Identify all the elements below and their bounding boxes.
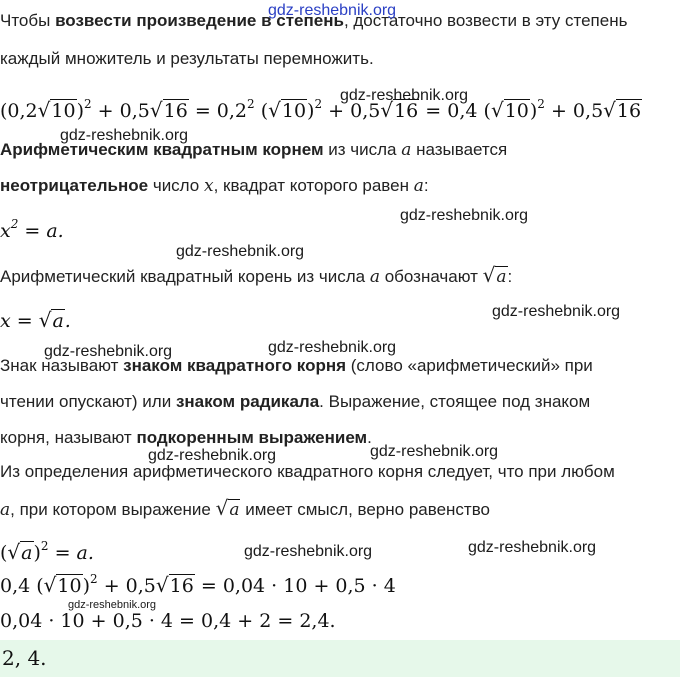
consequence-text: имеет смысл, верно равенство [240,500,491,519]
radical: √a [215,496,240,520]
exponent: 2 [537,97,545,111]
formula-part: ) [307,100,315,122]
radical: √10 [37,98,76,122]
radicand: 10 [281,100,307,122]
exponent: 2 [10,217,19,231]
watermark: gdz-reshebnik.org [468,539,597,556]
radical: √16 [603,98,642,122]
variable-a: a [369,267,380,287]
definition-line-2 [0,175,429,197]
definition-text: : [423,176,429,195]
term-bold: знаком квадратного корня [123,356,347,375]
radical: √16 [380,98,419,122]
radicand: 16 [394,100,419,122]
variable-x: x [203,176,214,196]
formula-part: + 0,5 [322,100,381,122]
formula-part: = 0,04 · 10 + 0,5 · 4 [194,575,396,597]
watermark: gdz-reshebnik.org [268,2,397,19]
formula-part: = 0,4 ( [419,100,491,122]
sign-line-2 [0,391,590,413]
radicand: a [21,542,33,564]
radicand: a [52,310,64,332]
intro-bold: возвести произведение в степень [55,11,344,30]
notation-text: обозначают [379,267,483,286]
definition-text: , квадрат которого равен [213,176,414,195]
radical: √16 [155,573,194,597]
variable-a: a [401,140,412,160]
radicand: 10 [51,100,76,122]
definition-text: из числа [323,140,402,159]
watermark: gdz-reshebnik.org [268,339,397,356]
term-bold: знаком радикала [175,392,320,411]
notation-line [0,264,512,288]
radical: √10 [490,98,529,122]
sign-line-3 [0,427,372,449]
radicand: 16 [616,100,642,122]
radical: √10 [43,573,82,597]
formula-part: ) [76,100,84,122]
formula-part: ( [254,100,269,122]
equation-x-sqrt [0,308,71,332]
radicand: a [496,267,507,287]
answer-value: 2, 4. [2,646,47,670]
formula-part: + 0,5 [91,100,150,122]
calculation-step-1 [0,573,396,597]
formula-part: x [0,220,11,242]
variable-a: a [413,176,424,196]
radical: √16 [149,98,188,122]
intro-line-2: каждый множитель и результаты перемножить. [0,49,374,68]
formula-part: ) [529,100,538,122]
sign-text: (слово «арифметический» при [346,356,593,375]
term-bold: неотрицательное [0,176,149,195]
sign-text: корня, называют [0,428,137,447]
variable-a: a [0,500,11,520]
equation-sqrt-squared [0,540,94,564]
exponent: 2 [40,539,49,553]
radicand: 16 [163,100,188,122]
intro-text: Чтобы [0,11,51,30]
formula-part: ( [0,542,8,564]
intro-text-rest: , достаточно возвести в эту степень [343,11,628,30]
term-bold: Арифметическим квадратным корнем [0,140,324,159]
formula-part: = a. [48,542,94,564]
equation-x-squared [0,217,64,242]
formula-part: (0,2 [0,100,38,122]
definition-text: число [148,176,204,195]
formula-part: x = [0,310,39,332]
calculation-step-2: 0,04 · 10 + 0,5 · 4 = 0,4 + 2 = 2,4. [0,610,336,632]
term-bold: подкоренным выражением [136,428,368,447]
formula-part: = 0,2 [188,100,248,122]
watermark: gdz-reshebnik.org [492,303,621,320]
definition-text: называется [411,140,508,159]
consequence-text: , при котором выражение [10,500,216,519]
watermark: gdz-reshebnik.org [148,447,277,464]
watermark: gdz-reshebnik.org [44,343,173,360]
answer-box [0,640,680,677]
watermark: gdz-reshebnik.org [244,543,373,560]
radical: √a [38,308,64,332]
formula-part: ) [82,575,91,597]
formula-part: + 0,5 [97,575,156,597]
consequence-line-2 [0,497,490,521]
radicand: 10 [504,100,529,122]
notation-text: : [507,267,513,286]
watermark: gdz-reshebnik.org [370,443,499,460]
watermark: gdz-reshebnik.org [340,87,469,104]
exponent: 2 [247,97,255,111]
exponent: 2 [90,572,98,586]
sign-text: . [367,428,372,447]
watermark: gdz-reshebnik.org [400,207,529,224]
sign-text: . Выражение, стоящее под знаком [319,392,591,411]
sign-text: Знак называют [0,356,124,375]
radical: √a [482,263,507,287]
radical: √10 [268,98,307,122]
formula-part: 0,4 ( [0,575,44,597]
consequence-line-1: Из определения арифметического квадратного корня следует, что при любом [0,462,615,481]
exponent: 2 [84,97,92,111]
watermark: gdz-reshebnik.org [176,243,305,260]
formula-part: ) [33,542,41,564]
radicand: a [229,500,240,520]
formula-part: . [64,310,71,332]
exponent: 2 [314,97,323,111]
formula-part: + 0,5 [544,100,604,122]
watermark: gdz-reshebnik.org [60,127,189,144]
formula-part: = a. [18,220,64,242]
formula-power-of-product [0,98,642,122]
radicand: 10 [57,575,82,597]
sign-text: чтении опускают) или [0,392,176,411]
notation-text: Арифметический квадратный корень из числа [0,267,370,286]
watermark: gdz-reshebnik.org [68,599,157,611]
radicand: 16 [169,575,194,597]
radical: √a [7,540,33,564]
